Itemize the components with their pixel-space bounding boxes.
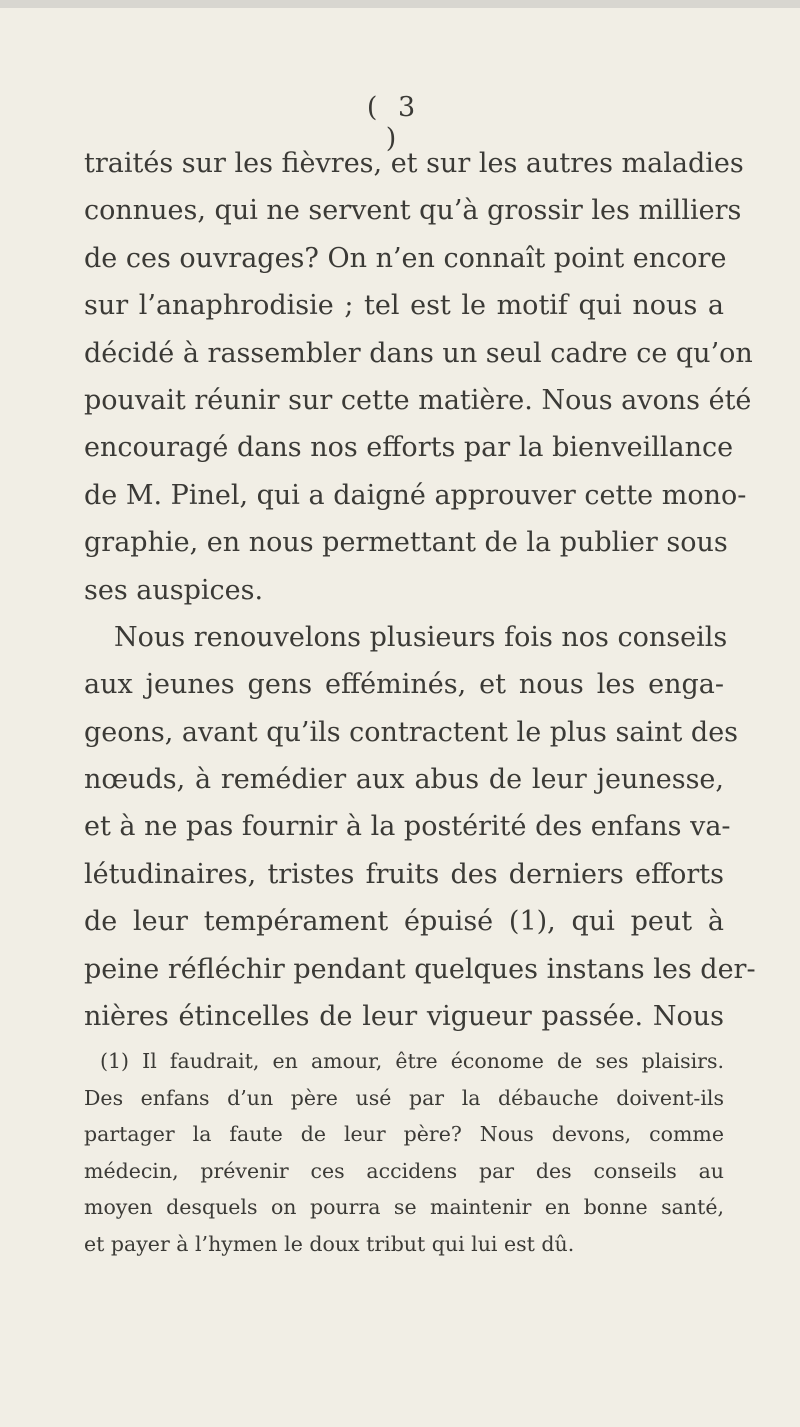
text-line: nières étincelles de leur vigueur passée. Nous <box>84 1001 724 1033</box>
text-line: sur l’anaphrodisie ; tel est le motif qui nous a <box>84 290 724 322</box>
page-number: ( 3 ) <box>366 92 422 154</box>
text-line: peine réfléchir pendant quelques instans les der- <box>84 953 756 985</box>
text-line: ses auspices. <box>84 574 264 606</box>
footnote-line: (1) Il faudrait, en amour, être économe de ses plaisirs. <box>100 1049 724 1073</box>
footnote <box>84 1043 724 1262</box>
text-line: geons, avant qu’ils contractent le plus saint des <box>84 716 739 748</box>
text-line: de leur tempérament épuisé (1), qui peut à <box>84 906 724 938</box>
text-line: pouvait réunir sur cette matière. Nous avons été <box>84 384 752 416</box>
text-line: encouragé dans nos efforts par la bienveillance <box>84 432 734 464</box>
text-line: connues, qui ne servent qu’à grossir les milliers <box>84 195 742 227</box>
page-top-edge <box>0 0 800 8</box>
footnote-line: et payer à l’hymen le doux tribut qui lui est dû. <box>84 1231 575 1256</box>
body-text <box>84 140 756 1040</box>
text-line: et à ne pas fournir à la postérité des enfans va- <box>84 811 731 843</box>
text-line: aux jeunes gens efféminés, et nous les enga- <box>84 669 724 701</box>
text-line: graphie, en nous permettant de la publier sous <box>84 527 728 559</box>
footnote-line: moyen desquels on pourra se maintenir en bonne santé, <box>84 1195 724 1219</box>
text-line: décidé à rassembler dans un seul cadre ce qu’on <box>84 337 753 369</box>
text-line: nœuds, à remédier aux abus de leur jeunesse, <box>84 764 724 796</box>
text-line: de M. Pinel, qui a daigné approuver cette mono- <box>84 479 747 511</box>
footnote-line: médecin, prévenir ces accidens par des conseils au <box>84 1158 724 1183</box>
footnote-line: Des enfans d’un père usé par la débauche doivent-ils <box>84 1085 724 1110</box>
text-line: de ces ouvrages? On n’en connaît point encore <box>84 242 727 274</box>
text-line: létudinaires, tristes fruits des derniers efforts <box>84 858 724 890</box>
text-line: Nous renouvelons plusieurs fois nos conseils <box>114 621 728 653</box>
footnote-line: partager la faute de leur père? Nous devons, comme <box>84 1122 724 1146</box>
text-line: traités sur les fièvres, et sur les autres maladies <box>84 148 744 179</box>
